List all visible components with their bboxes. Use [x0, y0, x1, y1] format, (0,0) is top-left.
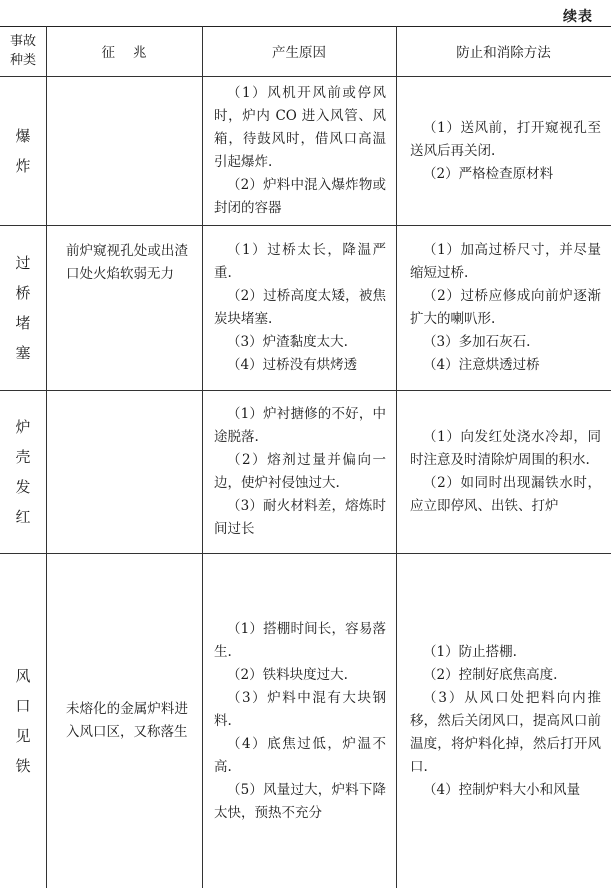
method-item: （3）多加石灰石.	[423, 334, 531, 350]
type-char: 爆	[15, 127, 31, 145]
cause-item: （1）过桥太长，降温严重.	[214, 242, 386, 281]
method-item: （1）防止搭棚.	[423, 643, 517, 660]
row-method-cell	[396, 77, 611, 225]
type-char: 炉	[15, 418, 31, 436]
cause-item: （2）铁料块度过大.	[227, 666, 348, 683]
type-char: 堵	[15, 314, 31, 332]
header-symptom: 征兆	[101, 45, 165, 61]
symptom-text: 未熔化的金属炉料进入风口区，又称落生	[66, 701, 188, 740]
method-item: （2）过桥应修成向前炉逐渐扩大的喇叭形.	[410, 288, 601, 327]
type-char: 见	[15, 727, 31, 745]
cause-item: （5）风量过大，炉料下降太快，预热不充分	[214, 781, 386, 821]
type-char: 风	[15, 667, 31, 685]
cause-item: （4）底焦过低，炉温不高.	[214, 735, 386, 775]
cause-item: （2）过桥高度太矮，被焦炭块堵塞.	[214, 288, 386, 327]
column-divider	[202, 26, 203, 888]
method-item: （1）送风前，打开窥视孔至送风后再关闭.	[410, 119, 601, 159]
header-accident-type	[0, 26, 46, 76]
row-method-cell	[396, 554, 611, 888]
type-char: 口	[15, 697, 31, 715]
table-row	[0, 391, 611, 553]
method-item: （3）从风口处把料向内推移，然后关闭风口，提高风口前温度，将炉料化掉，然后打开风口.	[410, 689, 601, 775]
cause-item: （1）风机开风前或停风时，炉内 CO 进入风管、风箱，待鼓风时，借风口高温引起爆炸.	[214, 85, 386, 170]
cause-item: （2）熔剂过量并偏向一边，使炉衬侵蚀过大.	[214, 452, 386, 491]
table-row	[0, 77, 611, 225]
symptom-text: 前炉窥视孔处或出渣口处火焰软弱无力	[66, 243, 188, 282]
method-item: （1）向发红处浇水冷却，同时注意及时清除炉周围的积水.	[410, 429, 601, 468]
row-cause-cell	[202, 554, 396, 888]
method-item: （4）控制炉料大小和风量	[423, 781, 581, 798]
row-type-cell	[0, 77, 46, 225]
cause-item: （4）过桥没有烘烤透	[227, 357, 358, 373]
cause-item: （2）炉料中混入爆炸物或封闭的容器	[214, 177, 386, 216]
column-divider	[46, 26, 47, 888]
row-method-cell	[396, 226, 611, 390]
method-item: （2）如同时出现漏铁水时，应立即停风、出铁、打炉	[410, 475, 601, 514]
cause-item: （3）耐火材料差，熔炼时间过长	[214, 498, 386, 537]
row-symptom-cell	[46, 77, 202, 225]
header-method: 防止和消除方法	[456, 45, 551, 61]
row-cause-cell	[202, 226, 396, 390]
row-symptom-cell	[46, 554, 202, 888]
table-row	[0, 554, 611, 888]
type-char: 发	[15, 478, 31, 496]
row-symptom-cell	[46, 226, 202, 390]
cause-item: （1）炉衬搪修的不好，中途脱落.	[214, 406, 386, 445]
row-method-cell	[396, 391, 611, 553]
cause-item: （3）炉料中混有大块钢料.	[214, 689, 386, 729]
type-char: 过	[15, 254, 31, 272]
row-type-cell	[0, 391, 46, 553]
method-item: （2）严格检查原材料	[423, 165, 554, 182]
method-item: （2）控制好底焦高度.	[423, 666, 558, 683]
type-char: 炸	[15, 157, 31, 175]
table-row	[0, 226, 611, 390]
type-char: 铁	[15, 757, 31, 775]
row-cause-cell	[202, 391, 396, 553]
method-item: （1）加高过桥尺寸，并尽量缩短过桥.	[410, 242, 601, 281]
continued-label: 续表	[563, 9, 593, 25]
column-divider	[396, 26, 397, 888]
row-type-cell	[0, 226, 46, 390]
table-header	[0, 26, 611, 76]
cause-item: （1）搭棚时间长，容易落生.	[214, 620, 386, 660]
type-char: 桥	[15, 284, 31, 302]
header-accident-line1: 事故	[9, 34, 36, 49]
row-cause-cell	[202, 77, 396, 225]
type-char: 塞	[15, 344, 31, 362]
type-char: 壳	[15, 448, 31, 466]
cause-item: （3）炉渣黏度太大.	[227, 334, 348, 350]
row-type-cell	[0, 554, 46, 888]
header-cause: 产生原因	[272, 45, 326, 61]
header-accident-line2: 种类	[9, 53, 36, 68]
row-symptom-cell	[46, 391, 202, 553]
type-char: 红	[15, 508, 31, 526]
method-item: （4）注意烘透过桥	[423, 357, 540, 373]
